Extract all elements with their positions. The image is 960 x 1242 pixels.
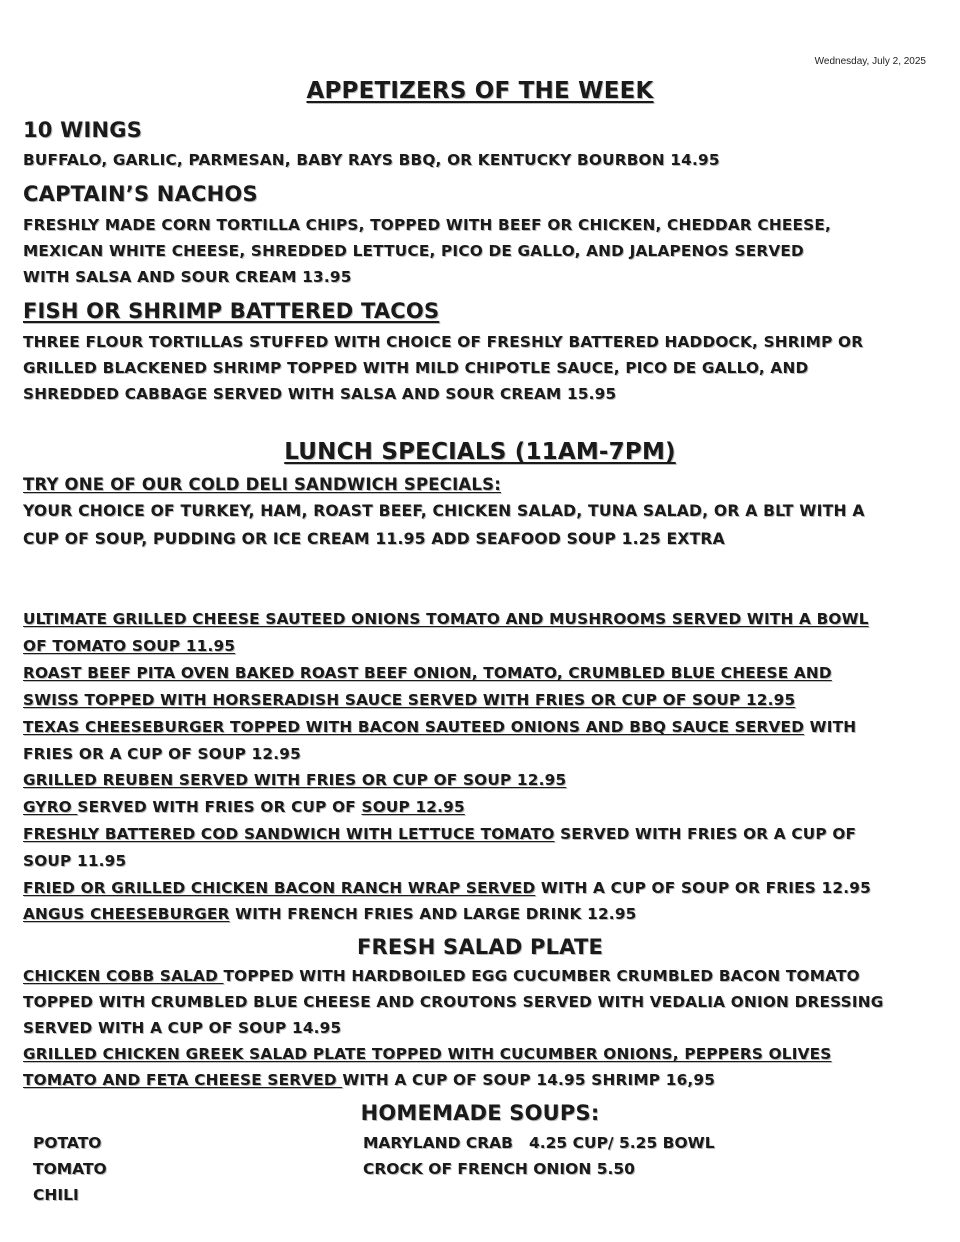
texas-cheeseburger-rest: WITH xyxy=(804,718,857,736)
grilled-cheese-line: OF TOMATO SOUP 11.95 xyxy=(23,637,236,655)
nachos-description-line: MEXICAN WHITE CHEESE, SHREDDED LETTUCE, PICO DE GALLO, AND JALAPENOS SERVED xyxy=(23,242,804,260)
cobb-underlined: CHICKEN COBB SALAD xyxy=(23,967,224,985)
soups-heading: HOMEMADE SOUPS: xyxy=(360,1101,600,1125)
gyro-line xyxy=(23,798,465,816)
maryland-crab-price: 4.25 CUP/ 5.25 BOWL xyxy=(528,1134,715,1152)
wrap-rest: WITH A CUP OF SOUP OR FRIES 12.95 xyxy=(535,879,871,897)
cod-sandwich-line xyxy=(23,825,856,843)
grilled-cheese-line: ULTIMATE GRILLED CHEESE SAUTEED ONIONS TOMATO AND MUSHROOMS SERVED WITH A BOWL xyxy=(23,610,869,628)
chicken-wrap-line xyxy=(23,879,871,897)
cobb-salad-line xyxy=(23,967,860,985)
maryland-crab-name: MARYLAND CRAB xyxy=(363,1134,513,1152)
lunch-specials-heading: LUNCH SPECIALS (11AM-7PM) xyxy=(284,439,676,465)
tacos-description-line: GRILLED BLACKENED SHRIMP TOPPED WITH MILD CHIPOTLE SAUCE, PICO DE GALLO, AND xyxy=(23,359,809,377)
roast-beef-pita-line: SWISS TOPPED WITH HORSERADISH SAUCE SERVED WITH FRIES OR CUP OF SOUP 12.95 xyxy=(23,691,796,709)
menu-date: Wednesday, July 2, 2025 xyxy=(814,56,926,67)
greek-salad-line xyxy=(23,1071,715,1089)
tacos-title: FISH OR SHRIMP BATTERED TACOS xyxy=(23,299,440,323)
nachos-title: CAPTAIN’S NACHOS xyxy=(23,182,258,206)
texas-cheeseburger-line: FRIES OR A CUP OF SOUP 12.95 xyxy=(23,745,301,763)
roast-beef-pita-line: ROAST BEEF PITA OVEN BAKED ROAST BEEF ONION, TOMATO, CRUMBLED BLUE CHEESE AND xyxy=(23,664,832,682)
tacos-description-line: THREE FLOUR TORTILLAS STUFFED WITH CHOICE OF FRESHLY BATTERED HADDOCK, SHRIMP OR xyxy=(23,333,864,351)
angus-underlined: ANGUS CHEESEBURGER xyxy=(23,905,230,923)
greek-rest: WITH A CUP OF SOUP 14.95 SHRIMP 16,95 xyxy=(342,1071,716,1089)
cod-sandwich-line: SOUP 11.95 xyxy=(23,852,127,870)
texas-cheeseburger-underlined: TEXAS CHEESEBURGER TOPPED WITH BACON SAUTEED ONIONS AND BBQ SAUCE SERVED xyxy=(23,718,805,736)
gyro-middle: SERVED WITH FRIES OR CUP OF xyxy=(77,798,362,816)
greek-underlined: TOMATO AND FETA CHEESE SERVED xyxy=(23,1071,343,1089)
wrap-underlined: FRIED OR GRILLED CHICKEN BACON RANCH WRAP SERVED xyxy=(23,879,536,897)
cod-underlined: FRESHLY BATTERED COD SANDWICH WITH LETTUCE TOMATO xyxy=(23,825,555,843)
nachos-description-line: FRESHLY MADE CORN TORTILLA CHIPS, TOPPED WITH BEEF OR CHICKEN, CHEDDAR CHEESE, xyxy=(23,216,832,234)
appetizers-heading: APPETIZERS OF THE WEEK xyxy=(306,78,654,104)
salad-heading: FRESH SALAD PLATE xyxy=(356,935,604,959)
deli-description-line: CUP OF SOUP, PUDDING OR ICE CREAM 11.95 ADD SEAFOOD SOUP 1.25 EXTRA xyxy=(23,530,725,548)
gyro-underlined: GYRO xyxy=(23,798,78,816)
gyro-end: SOUP 12.95 xyxy=(361,798,465,816)
soup-maryland-crab xyxy=(363,1134,715,1152)
soup-french-onion: CROCK OF FRENCH ONION 5.50 xyxy=(363,1160,635,1178)
wings-title: 10 WINGS xyxy=(23,118,143,142)
reuben-line: GRILLED REUBEN SERVED WITH FRIES OR CUP OF SOUP 12.95 xyxy=(23,771,567,789)
angus-rest: WITH FRENCH FRIES AND LARGE DRINK 12.95 xyxy=(229,905,637,923)
deli-description-line: YOUR CHOICE OF TURKEY, HAM, ROAST BEEF, CHICKEN SALAD, TUNA SALAD, OR A BLT WITH A xyxy=(23,502,865,520)
cobb-rest: TOPPED WITH HARDBOILED EGG CUCUMBER CRUMBLED BACON TOMATO xyxy=(223,967,860,985)
texas-cheeseburger-line xyxy=(23,718,856,736)
wings-description: BUFFALO, GARLIC, PARMESAN, BABY RAYS BBQ, OR KENTUCKY BOURBON 14.95 xyxy=(23,151,720,169)
greek-salad-line: GRILLED CHICKEN GREEK SALAD PLATE TOPPED WITH CUCUMBER ONIONS, PEPPERS OLIVES xyxy=(23,1045,832,1063)
angus-cheeseburger-line xyxy=(23,905,637,923)
deli-subheading: TRY ONE OF OUR COLD DELI SANDWICH SPECIALS: xyxy=(23,475,501,494)
soup-tomato: TOMATO xyxy=(33,1160,107,1178)
soup-potato: POTATO xyxy=(33,1134,102,1152)
cobb-salad-line: TOPPED WITH CRUMBLED BLUE CHEESE AND CROUTONS SERVED WITH VEDALIA ONION DRESSING xyxy=(23,993,884,1011)
nachos-description-line: WITH SALSA AND SOUR CREAM 13.95 xyxy=(23,268,352,286)
cobb-salad-line: SERVED WITH A CUP OF SOUP 14.95 xyxy=(23,1019,342,1037)
tacos-description-line: SHREDDED CABBAGE SERVED WITH SALSA AND SOUR CREAM 15.95 xyxy=(23,385,617,403)
cod-rest: SERVED WITH FRIES OR A CUP OF xyxy=(554,825,857,843)
soup-chili: CHILI xyxy=(33,1186,79,1204)
